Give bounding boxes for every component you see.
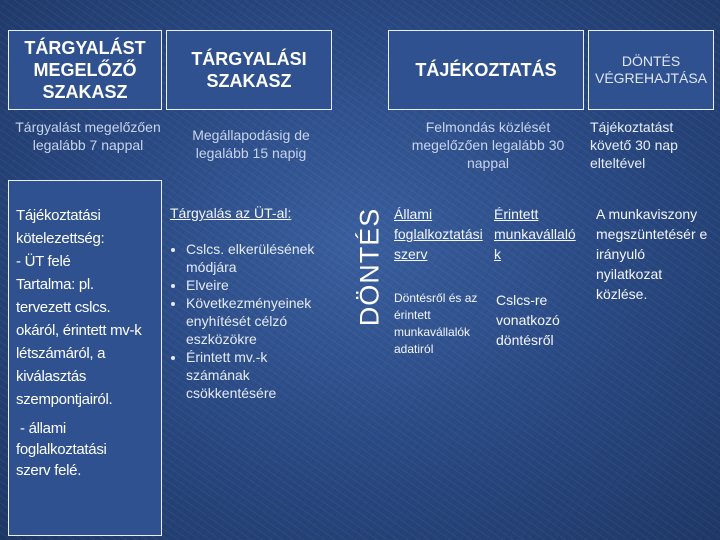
header-col2-text: TÁRGYALÁSI SZAKASZ [191,49,307,91]
col4-text: A munkaviszony megszüntetésér e irányuló nyilatkozat közlése. [596,206,708,302]
decision-vertical-label [352,190,388,344]
col1-extra-line: szerv felé. [16,462,82,479]
col1-line: szempontjairól. [16,391,113,408]
col1-line: tervezett cslcs. [16,299,111,316]
decision-vertical-text: DÖNTÉS [354,207,385,327]
col3-left2: Döntésről és az érintett munkavállalók adatiról [394,291,478,356]
col1-line: okáról, érintett mv-k [16,322,142,339]
col1-extra-line: - állami [20,420,66,437]
col3-right2: Cslcs-re vonatkozó döntésről [496,292,560,348]
col1-line: létszámáról, a [16,345,106,362]
col1-line: kötelezettség: [16,230,105,247]
subheader-col3: Felmondás közlését megelőzően legalább 30 nappal [411,119,565,171]
subheader-col4: Tájékoztatást követő 30 nap elteltével [590,119,678,171]
col1-text [16,204,160,411]
col1-line: Tartalma: pl. [16,276,94,293]
col1-extra-line: foglalkoztatási [16,441,107,458]
col2-bullet: • Érintett mv.-k számának csökkentésére [186,348,334,402]
header-col2 [166,30,332,110]
col2-bullet: • Cslcs. elkerülésének módjára [186,240,334,276]
col3-left: Állami foglalkoztatási szerv [394,206,483,262]
subheader-col1: Tárgyalást megelőzően legalább 7 nappal [15,119,161,153]
col3-right: Érintett munkavállaló k [494,206,576,262]
col1-extra [16,418,160,481]
col1-line: kiválasztás [16,368,87,385]
subheader-col2: Megállapodásig de legalább 15 napig [192,127,310,161]
col2-bullet: • Elveire [186,276,334,294]
header-col3-text: TÁJÉKOZTATÁS [415,60,557,80]
header-col4 [588,30,714,110]
header-col4-text: DÖNTÉS VÉGREHAJTÁSA [594,53,708,86]
col1-line: - ÜT felé [16,253,71,270]
col1-line: Tájékoztatási [16,207,101,224]
col2-bullets [164,240,334,402]
col2-bullet: • Következményeinek enyhítését célzó eszközökre [186,294,334,348]
header-col1 [8,30,162,110]
header-col1-text: TÁRGYALÁST MEGELŐZŐ SZAKASZ [24,38,146,102]
header-col3 [388,30,584,110]
col2-title: Tárgyalás az ÜT-al: [170,205,292,221]
